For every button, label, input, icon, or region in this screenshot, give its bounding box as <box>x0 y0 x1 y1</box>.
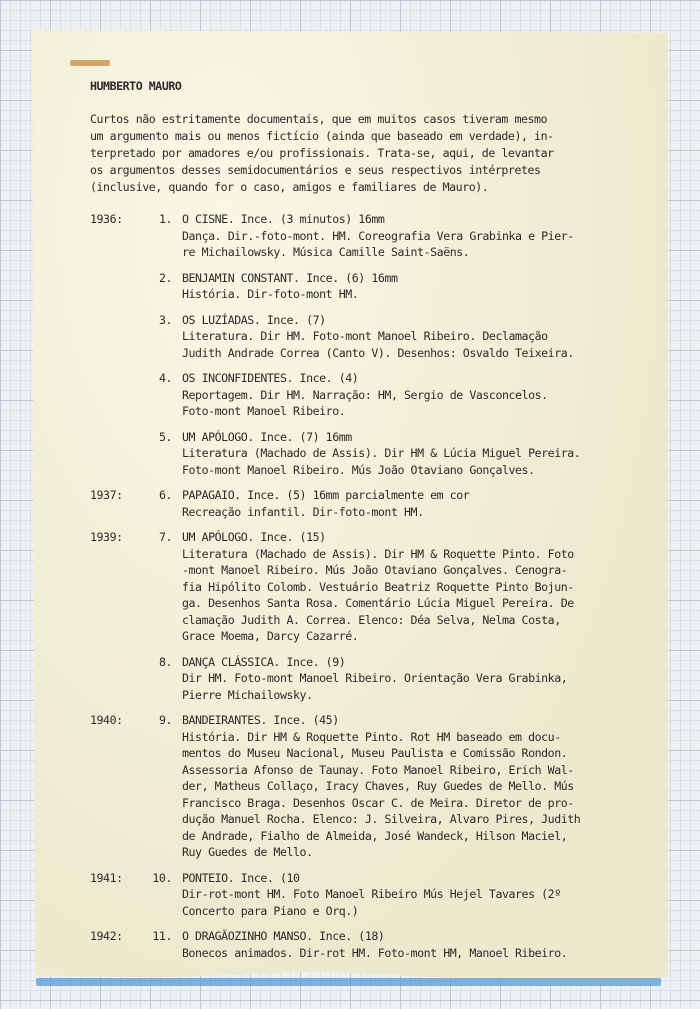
entry-year <box>90 312 150 362</box>
entry-number: 4. <box>158 371 172 385</box>
entry-title: OS LUZÍADAS. Ince. (7) <box>182 312 326 327</box>
filmography-list <box>90 211 650 961</box>
entry-description-line: Literatura (Machado de Assis). Dir HM & Lúcia Miguel Pereira. <box>182 446 581 460</box>
entry-title: BENJAMIN CONSTANT. Ince. (6) 16mm <box>182 270 398 285</box>
document-heading: HUMBERTO MAURO <box>90 79 182 93</box>
entry-description-line: Foto-mont Manoel Ribeiro. <box>182 404 346 418</box>
entry-description-line: -mont Manoel Ribeiro. Mús João Otaviano Gonçalves. Cenogra- <box>182 563 568 577</box>
entry-number: 3. <box>158 312 172 327</box>
intro-paragraph <box>90 111 650 196</box>
entry-title: UM APÓLOGO. Ince. (7) 16mm <box>182 429 352 444</box>
entry-description-line: Pierre Michailowsky. <box>182 687 313 702</box>
entry-number: 10. <box>152 870 172 885</box>
entry-body <box>182 712 650 861</box>
entry-description-line: ga. Desenhos Santa Rosa. Comentário Lúcia Miguel Pereira. De <box>182 596 574 610</box>
film-entry <box>90 712 650 861</box>
entry-year <box>90 370 150 420</box>
entry-description-line: Grace Moema, Darcy Cazarré. <box>182 629 359 643</box>
entry-body <box>182 370 650 420</box>
entry-description-line: Assessoria Afonso de Taunay. Foto Manoel Ribeiro, Erich Wal- <box>182 762 574 777</box>
entry-description-line: Literatura. Dir HM. Foto-mont Manoel Ribeiro. Declamação <box>182 329 548 343</box>
film-entry <box>90 370 650 420</box>
entry-number: 2. <box>158 270 172 285</box>
entry-title: O CISNE. Ince. (3 minutos) 16mm <box>182 212 385 226</box>
entry-description-line: Reportagem. Dir HM. Narração: HM, Sergio de Vasconcelos. <box>182 387 548 402</box>
tape-mark <box>70 60 110 66</box>
entry-year: 1939: <box>90 530 123 544</box>
entry-year: 1942: <box>90 929 123 943</box>
entry-number: 8. <box>158 654 172 669</box>
entry-description-line: der, Matheus Collaço, Iracy Chaves, Ruy Guedes de Mello. Mús <box>182 779 574 793</box>
intro-line: (inclusive, quando for o caso, amigos e familiares de Mauro). <box>90 180 489 194</box>
entry-number: 5. <box>158 429 172 444</box>
entry-number: 11. <box>152 929 172 943</box>
entry-title: PONTEIO. Ince. (10 <box>182 870 300 885</box>
entry-title: BANDEIRANTES. Ince. (45) <box>182 713 339 727</box>
entry-year <box>90 270 150 303</box>
entry-description-line: Judith Andrade Correa (Canto V). Desenhos: Osvaldo Teixeira. <box>182 345 574 360</box>
film-entry <box>90 928 650 961</box>
entry-year: 1936: <box>90 212 123 226</box>
entry-body <box>182 270 650 303</box>
entry-description-line: História. Dir-foto-mont HM. <box>182 287 359 301</box>
entry-title: OS INCONFIDENTES. Ince. (4) <box>182 371 359 385</box>
entry-description-line: Literatura (Machado de Assis). Dir HM & Roquette Pinto. Foto <box>182 546 574 561</box>
entry-description-line: Dir-rot-mont HM. Foto Manoel Ribeiro Mús Hejel Tavares (2º <box>182 887 561 901</box>
entry-year <box>90 429 150 479</box>
entry-body <box>182 429 650 479</box>
entry-year: 1937: <box>90 488 123 502</box>
entry-description-line: Recreação infantil. Dir-foto-mont HM. <box>182 504 424 519</box>
entry-description-line: Concerto para Piano e Orq.) <box>182 903 359 918</box>
entry-number: 6. <box>158 488 172 502</box>
entry-body <box>182 928 650 961</box>
intro-line: um argumento mais ou menos fictício (ainda que baseado em verdade), in- <box>90 129 554 143</box>
entry-title: DANÇA CLÁSSICA. Ince. (9) <box>182 654 346 669</box>
entry-year <box>90 654 150 704</box>
entry-description-line: mentos do Museu Nacional, Museu Paulista e Comissão Rondon. <box>182 746 568 760</box>
document-text <box>90 78 650 970</box>
film-entry <box>90 654 650 704</box>
entry-description-line: Francisco Braga. Desenhos Oscar C. de Meira. Diretor de pro- <box>182 795 574 810</box>
film-entry <box>90 429 650 479</box>
entry-description-line: Dir HM. Foto-mont Manoel Ribeiro. Orientação Vera Grabinka, <box>182 671 568 685</box>
entry-description-line: dução Manuel Rocha. Elenco: J. Silveira, Alvaro Pires, Judith <box>182 812 581 826</box>
entry-description-line: Foto-mont Manoel Ribeiro. Mús João Otaviano Gonçalves. <box>182 462 535 477</box>
entry-description-line: Dança. Dir.-foto-mont. HM. Coreografia Vera Grabinka e Pier- <box>182 228 574 243</box>
film-entry <box>90 870 650 920</box>
film-entry <box>90 211 650 261</box>
intro-line: Curtos não estritamente documentais, que em muitos casos tiveram mesmo <box>90 112 548 126</box>
film-entry <box>90 487 650 520</box>
intro-line: os argumentos desses semidocumentários e seus respectivos intérpretes <box>90 163 541 177</box>
entry-body <box>182 211 650 261</box>
entry-description-line: História. Dir HM & Roquette Pinto. Rot HM baseado em docu- <box>182 729 561 744</box>
entry-body <box>182 312 650 362</box>
entry-body <box>182 529 650 645</box>
entry-number: 7. <box>158 530 172 544</box>
entry-description-line: Ruy Guedes de Mello. <box>182 845 313 859</box>
film-entry <box>90 270 650 303</box>
entry-title: UM APÓLOGO. Ince. (15) <box>182 530 326 544</box>
blue-paper-edge <box>36 978 661 986</box>
entry-body <box>182 487 650 520</box>
entry-title: O DRAGÃOZINHO MANSO. Ince. (18) <box>182 929 385 943</box>
entry-description-line: de Andrade, Fialho de Almeida, José Wandeck, Hilson Maciel, <box>182 828 568 843</box>
entry-description-line: fia Hipólito Colomb. Vestuário Beatriz Roquette Pinto Bojun- <box>182 579 574 594</box>
entry-description-line: re Michailowsky. Música Camille Saint-Saëns. <box>182 245 470 259</box>
entry-year: 1940: <box>90 713 123 727</box>
entry-body <box>182 654 650 704</box>
entry-description-line: Bonecos animados. Dir-rot HM. Foto-mont HM, Manoel Ribeiro. <box>182 945 568 960</box>
film-entry <box>90 312 650 362</box>
film-entry <box>90 529 650 645</box>
entry-number: 9. <box>158 713 172 727</box>
entry-year: 1941: <box>90 870 123 885</box>
entry-number: 1. <box>158 212 172 226</box>
entry-title: PAPAGAIO. Ince. (5) 16mm parcialmente em cor <box>182 488 470 502</box>
entry-body <box>182 870 650 920</box>
entry-description-line: clamação Judith A. Correa. Elenco: Déa Selva, Nelma Costa, <box>182 612 561 627</box>
intro-line: terpretado por amadores e/ou profissionais. Trata-se, aqui, de levantar <box>90 146 554 160</box>
